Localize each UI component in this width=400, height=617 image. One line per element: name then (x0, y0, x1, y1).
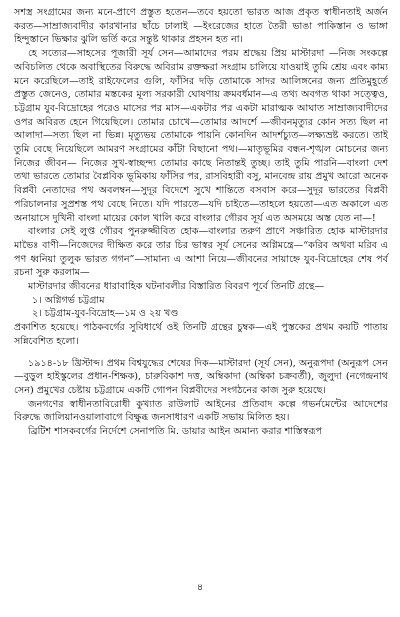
paragraph-1: সশস্ত্র সংগ্রামের জন্য মনে-প্রাণে প্রস্তুত হতেন—তবে হয়তো ভারত আজ প্রকৃত স্বাধীনতাই অর্জন করত—সাম্রাজ্যবাদীর কারখানার ছাঁচে ঢালাই —ইংরেজের হাতে তৈরী ভাঙা পাকিস্তান ও ভাঙ্গা হিন্দুস্তানে ভিক্ষার ঝুলি ভর্তি করে সন্তুষ্ট থাকার প্রহসন হত না। (14, 7, 388, 46)
list-item: ২। চট্টগ্রাম-যুব-বিদ্রোহ—১ম ও ২য় খণ্ড (32, 308, 179, 320)
section-gap (14, 349, 388, 357)
paragraph-4: মাস্টারদার জীবনের ধারাবাহিক ঘটনাবলীর বিস্তারিত বিবরণ পূর্বে তিনটি গ্রন্থে— (28, 281, 325, 293)
list-item: ১। অগ্নিগর্ভ চট্টগ্রাম (32, 294, 105, 306)
paragraph-8: ব্রিটিশ শাসকবর্গের নির্দেশে সেনাপতি মি. ডায়ার আইন অমান্য করার শাস্তিস্বরূপ (28, 426, 323, 438)
page-number: ৪ (196, 582, 204, 593)
paragraph-2: হে সত্যের—সাহসের পূজারী সূর্য সেন—আমাদের পরম শ্রদ্ধেয় প্রিয় মাস্টারদা —নিজ সংকল্পে অবিচলিত থেকে অবাস্থিতের বিরুদ্ধে অবিরাম রক্তক্ষরা সংগ্রাম চালিয়ে যাওয়াই তুমি শ্রেয় এবং কাম্য মনে করেছিলে—তাই রাইফেলের গুলি, ফাঁসির দড়ি তোমাকে সাদর আলিঙ্গনের জন্য প্রতিমুহূর্তে প্রস্তুত জেনেও, তোমার মস্তকের মূল্য সরকারী ঘোষণায় ক্রমবর্ধমান—এ তথ্য অবগত থাকা সত্ত্বেও, চট্টগ্রাম যুব-বিদ্রোহের পরেও মাসের পর মাস—একটার পর একটা মারাত্মক আঘাত সাম্রাজ্যবাদীদের ওপর অবিরত হেনে গিয়েছিলে। তোমার চোখে—তোমার আদর্শে —জীবনমৃত্যুর কোন সত্য ছিল না আলাদা—সত্য ছিল না ভিন্ন। মৃত্যুভয় তোমাকে পায়নি কোনদিন আদর্শচ্যুত—লক্ষ্যভ্রষ্ট করতে। তাই তুমি বেছে নিয়েছিলে আমরণ সংগ্রামের কাঁটা বিছানো পথ।—মাতৃভূমির বন্ধন-শৃঙ্খল মোচনের জন্য নিজের জীবন— নিজের সুখ-স্বাচ্ছন্দ্য তোমার কাছে নিতান্তই তুচ্ছ। তাই তুমি পারনি—বাংলা দেশ তথা ভারতে তোমার বৈপ্লবিক ভূমিকায় ফাঁসির পর, রাসবিহারী বসু, মানবেন্দ্র রায় প্রমুখ আরো অনেক বিপ্লবী নেতাদের পথ অবলম্বন—সুদূর বিদেশে সুখে শান্তিতে বসবাস করে—সুদূর ভারতের বিপ্লবী পরিচালনার সুপ্রশস্ত পথ বেছে নিতে। যদি পারতে—যদি চাইতে—তাহলে হয়তো—এত অকালে এত অনায়াসে দুখিনী বাংলা মায়ের কোল খালি করে বাংলার গৌরব সূর্য এত অসময়ে অস্ত যেত না—! (14, 48, 388, 224)
paragraph-6: ১৯১৪-১৮ খ্রিস্টাব্দ। প্রথম বিশ্বযুদ্ধের শেষের দিক—মাস্টারদা (সূর্য সেন), অনুরূপদা (অনুরূপ সেন—বুড়ুল হাইস্কুলের প্রধান-শিক্ষক), চারুবিকাশ দত্ত, অম্বিকাদা (অম্বিকা চক্রবর্তী), জুলুদা (নগেন্দ্রনাথ সেন) প্রমুখের চেষ্টায় চট্টগ্রামে একটি গোপন বিপ্লবীদের সংগঠনের কাজ সুরু হয়েছে। (14, 357, 388, 396)
paragraph-7: জনগণের স্বাধীনতাবিরোধী কুখ্যাত রাউলাট আইনের প্রতিবাদ কল্পে গভর্নমেন্টের আদেশের বিরুদ্ধে জালিয়ানওয়ালাবাগে বিক্ষুব্ধ জনসাধারণ একটি সভায় মিলিত হয়। (14, 398, 388, 424)
paragraph-3: বাংলার সেই লুপ্ত গৌরব পুনরুজ্জীবিত হোক—বাংলার তরুণ প্রাণে সঞ্চারিত হোক মাস্টারদার মাভৈঃ বাণী—নিজেদের দীক্ষিত করে তার চির ভাস্বর সূর্য সেনের অগ্নিমন্ত্রে—“করিব অথবা মরিব এ পণ ধ্বনিয়া তুলুক ভারত গগন”—সামান্য এ আশা নিয়ে—জীবনের সায়াহ্নে যুব-বিদ্রোহের শেষ পর্ব রচনা সুরু করলাম— (14, 226, 388, 279)
paragraph-5: প্রকাশিত হয়েছে। পাঠকবর্গের সুবিধার্থে ওই তিনটি গ্রন্থের চুম্বক—এই পুস্তকের প্রথম কয়টি পাতায় সন্নিবেশিত হলো। (14, 322, 388, 347)
